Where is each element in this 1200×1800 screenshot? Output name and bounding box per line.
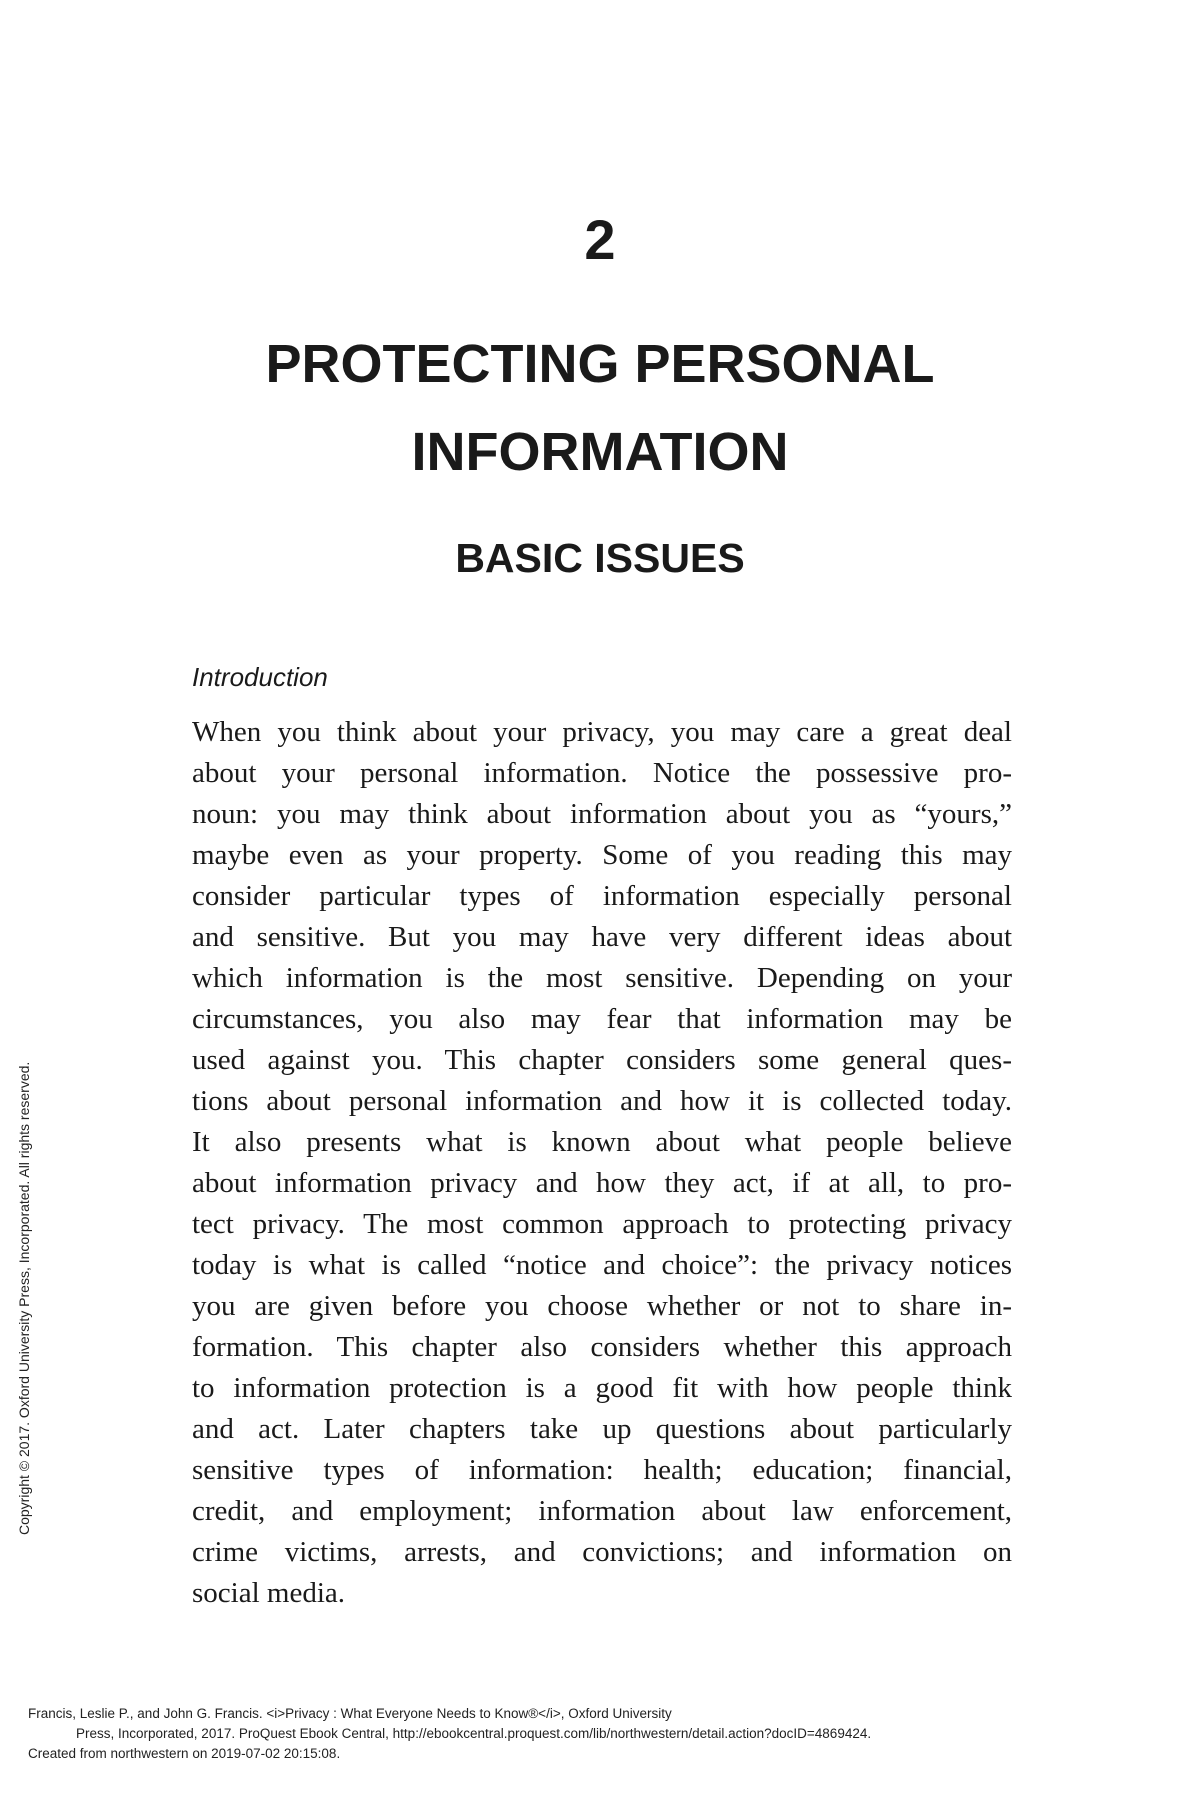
paragraph-line: consider particular types of information especially personal bbox=[192, 880, 1012, 912]
chapter-title bbox=[0, 320, 1200, 496]
paragraph-line: about information privacy and how they act, if at all, to pro- bbox=[192, 1167, 1012, 1199]
copyright-notice: Copyright © 2017. Oxford University Press, Incorporated. All rights reserved. bbox=[16, 1061, 32, 1535]
paragraph-line: about your personal information. Notice the possessive pro- bbox=[192, 757, 1012, 789]
paragraph-line: tions about personal information and how it is collected today. bbox=[192, 1085, 1012, 1117]
paragraph-line: to information protection is a good fit with how people think bbox=[192, 1372, 1012, 1404]
paragraph-line: circumstances, you also may fear that information may be bbox=[192, 1003, 1012, 1035]
chapter-number: 2 bbox=[584, 208, 616, 271]
paragraph-line: When you think about your privacy, you may care a great deal bbox=[192, 716, 1012, 748]
paragraph-line: credit, and employment; information about law enforcement, bbox=[192, 1495, 1012, 1527]
paragraph-line: crime victims, arrests, and convictions; and information on bbox=[192, 1536, 1012, 1568]
paragraph-line: and act. Later chapters take up questions about particularly bbox=[192, 1413, 1012, 1445]
paragraph-line: sensitive types of information: health; education; financial, bbox=[192, 1454, 1012, 1486]
footer-line: Created from northwestern on 2019-07-02 20:15:08. bbox=[28, 1746, 341, 1761]
paragraph-line: and sensitive. But you may have very different ideas about bbox=[192, 921, 1012, 953]
body-paragraph bbox=[192, 712, 1012, 1614]
footer-line: Press, Incorporated, 2017. ProQuest Ebook Central, http://ebookcentral.proquest.com/lib/northwestern/detail.action?docID=4869424. bbox=[76, 1726, 872, 1741]
paragraph-line: which information is the most sensitive. Depending on your bbox=[192, 962, 1012, 994]
paragraph-line: formation. This chapter also considers whether this approach bbox=[192, 1331, 1012, 1363]
paragraph-line: social media. bbox=[192, 1577, 346, 1609]
paragraph-line: today is what is called “notice and choice”: the privacy notices bbox=[192, 1249, 1012, 1281]
paragraph-line: maybe even as your property. Some of you reading this may bbox=[192, 839, 1012, 871]
citation-footer bbox=[28, 1704, 871, 1764]
chapter-title-line: INFORMATION bbox=[411, 422, 789, 482]
paragraph-line: used against you. This chapter considers some general ques- bbox=[192, 1044, 1012, 1076]
paragraph-line: It also presents what is known about what people believe bbox=[192, 1126, 1012, 1158]
paragraph-line: tect privacy. The most common approach to protecting privacy bbox=[192, 1208, 1012, 1240]
paragraph-line: noun: you may think about information about you as “yours,” bbox=[192, 798, 1012, 830]
chapter-subtitle: BASIC ISSUES bbox=[455, 535, 745, 581]
footer-line: Francis, Leslie P., and John G. Francis. <i>Privacy : What Everyone Needs to Know®</i>, Oxford University bbox=[28, 1706, 672, 1721]
section-heading: Introduction bbox=[192, 662, 328, 692]
chapter-title-line: PROTECTING PERSONAL bbox=[265, 334, 935, 394]
paragraph-line: you are given before you choose whether or not to share in- bbox=[192, 1290, 1012, 1322]
